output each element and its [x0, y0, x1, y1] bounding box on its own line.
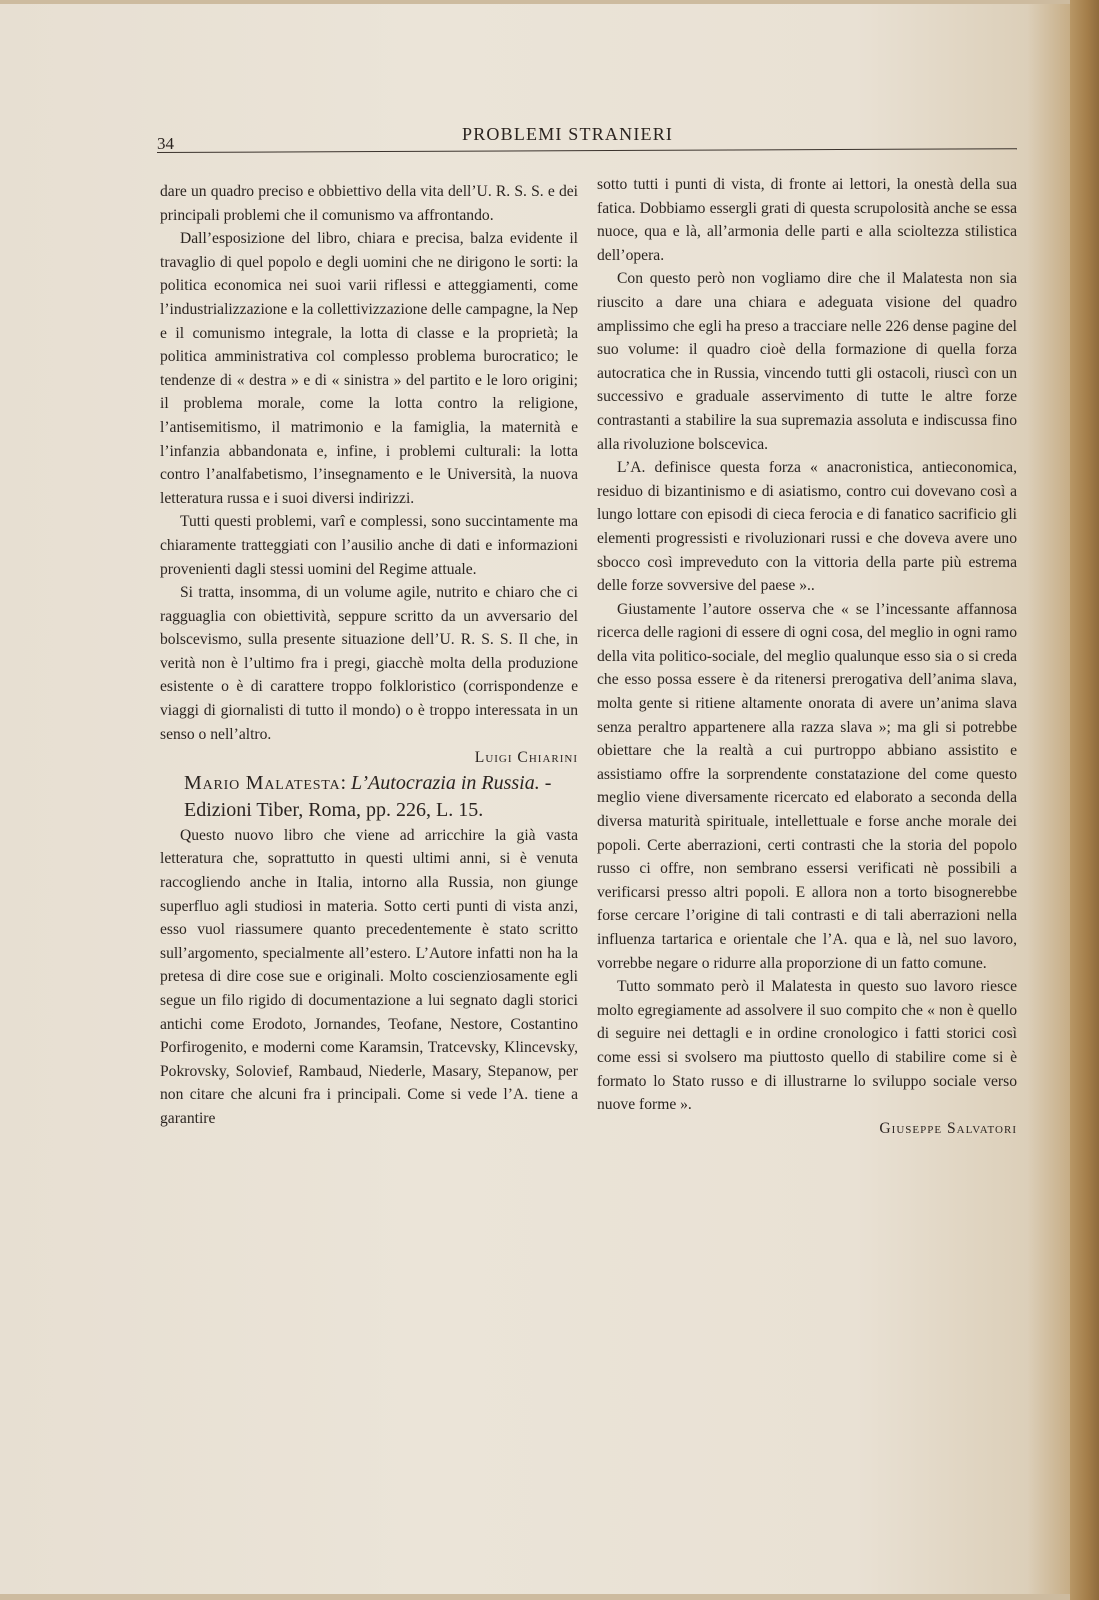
- review-publication-details: - Edizioni Tiber, Roma, pp. 226, L. 15.: [184, 771, 552, 821]
- paragraph: Tutto sommato però il Malatesta in questo suo lavoro riesce molto egregiamente ad assolvere il suo compito che « non è quello di seguire nei dettagli e in ordine cronologico i fatti storici così come essi si svolsero ma piuttosto quello di stabilire come si è formato lo Stato russo e di illustrarne lo sviluppo sociale verso nuove forme ».: [597, 978, 1017, 1114]
- page-number: 34: [157, 134, 174, 153]
- page-header: [157, 120, 1027, 153]
- paragraph: Con questo però non vogliamo dire che il Malatesta non sia riuscito a dare una chiara e adeguata visione del quadro amplissimo che egli ha preso a tracciare nelle 226 dense pagine del suo volume: il quadro cioè della formazione di quella forza autocratica che in Russia, vincendo tutti gli ostacoli, riuscì con un successivo e graduale asservimento di tutte le altre forze contrastanti a stabilire la sua supremazia assoluta e indiscussa fino alla rivoluzione bolscevica.: [597, 270, 1017, 453]
- paragraph: Tutti questi problemi, varî e complessi, sono succintamente ma chiaramente tratteggiati con l’ausilio anche di dati e informazioni provenienti dagli stessi uomini del Regime attuale.: [160, 513, 578, 578]
- review-separator: :: [340, 771, 352, 794]
- running-head: PROBLEMI STRANIERI: [462, 124, 674, 144]
- paragraph: dare un quadro preciso e obbiettivo della vita dell’U. R. S. S. e dei principali problemi che il comunismo va affrontando.: [160, 183, 578, 224]
- paragraph: Giustamente l’autore osserva che « se l’incessante affannosa ricerca delle ragioni di essere di ogni cosa, del meglio in ogni ramo della vita politico-sociale, del meglio qualunque esso sia o si creda che esso possa essere è da ritenersi prerogativa dell’anima slava, molta gente si ritiene altamente onorata di avere un’anima slava senza peraltro appartenere alla razza slava »; ma gli si potrebbe obiettare che la realtà a cui purtroppo abbiano assistito e assistiamo offre la sorprendente constatazione del come questo meglio viene diversamente ricercato ed elaborato a seconda della diversa maturità spirituale, intellettuale e forse anche morale dei popoli. Certe aberrazioni, certi contrasti che la storia del popolo russo ci offre, non sembrano essersi verificati nè possibili a verificarsi presso altri popoli. E allora non a torto bisognerebbe forse cercare l’origine di tali contrasti e di tali aberrazioni nella influenza tartarica e orientale che l’A. qua e là, nel suo lavoro, vorrebbe negare o ridurre alla proporzione di un fatto comune.: [597, 600, 1017, 972]
- binding-edge: [1070, 0, 1099, 1600]
- paragraph: sotto tutti i punti di vista, di fronte ai lettori, la onestà della sua fatica. Dobbiamo essergli grati di questa scrupolosità anche se essa nuoce, qua e là, all’armonia delle parti e alla scioltezza stilistica dell’opera.: [597, 176, 1017, 264]
- paragraph: Dall’esposizione del libro, chiara e precisa, balza evidente il travaglio di quel popolo e degli uomini che ne dirigono le sorti: la politica economica nei suoi varii riflessi e atteggiamenti, come l’industrializzazione e la collettivizzazione delle campagne, la Nep e il comunismo integrale, la lotta di classe e la proprietà; la politica amministrativa col complesso problema burocratico; le tendenze di « destra » e di « sinistra » del partito e le loro origini; il problema morale, come la lotta contro la religione, l’antisemitismo, il matrimonio e la famiglia, la maternità e l’infanzia abbandonata e, infine, i problemi culturali: la lotta contro l’analfabetismo, l’insegnamento e le Università, la nuova letteratura russa e i suoi diversi indirizzi.: [160, 230, 578, 507]
- review-signature: Luigi Chiarini: [474, 749, 578, 767]
- review-signature: Giuseppe Salvatori: [879, 1119, 1017, 1137]
- header-rule: [157, 148, 1017, 153]
- right-column: [597, 173, 1017, 1140]
- review-heading: [160, 770, 578, 824]
- paragraph: Si tratta, insomma, di un volume agile, nutrito e chiaro che ci ragguaglia con obiettività, seppure scritto da un avversario del bolscevismo, sulla presente situazione dell’U. R. S. S. Il che, in verità non è l’ultimo fra i pregi, giacchè molta della produzione esistente o è di carattere troppo folkloristico (corrispondenze e viaggi di giornalisti di tutto il mondo) o è troppo interessata in un senso o nell’altro.: [160, 584, 578, 743]
- paragraph: Questo nuovo libro che viene ad arricchire la già vasta letteratura che, soprattutto in questi ultimi anni, si è venuta raccogliendo anche in Italia, intorno alla Russia, non giunge superfluo agli studiosi in materia. Sotto certi punti di vista anzi, esso vuol riassumere quanto precedentemente è stato scritto sull’argomento, specialmente all’estero. L’Autore infatti non ha la pretesa di dire cose sue e originali. Molto coscienziosamente egli segue un filo rigido di documentazione a lui segnato dagli storici antichi come Erodoto, Jornandes, Teofane, Nestore, Costantino Porfirogenito, e moderni come Karamsin, Tratcevsky, Klincevsky, Pokrovsky, Solovief, Rambaud, Niederle, Masary, Stepanow, per non citare che alcuni fra i principali. Come si vede l’A. tiene a garantire: [160, 826, 578, 1127]
- review-book-title: L’Autocrazia in Russia.: [351, 771, 540, 794]
- page-sheet: [0, 4, 1070, 1594]
- review-author: Mario Malatesta: [184, 771, 341, 794]
- paragraph: L’A. definisce questa forza « anacronistica, antieconomica, residuo di bizantinismo e di asiatismo, contro cui dovevano così a lungo lottare con episodi di cieca ferocia e di fanatico sacrificio gli elementi progressisti e rivoluzionari russi e che doveva avere uno sbocco così impreveduto con la vittoria della parte più estrema delle forze sovversive del paese »..: [597, 459, 1017, 595]
- left-column: [160, 180, 578, 1131]
